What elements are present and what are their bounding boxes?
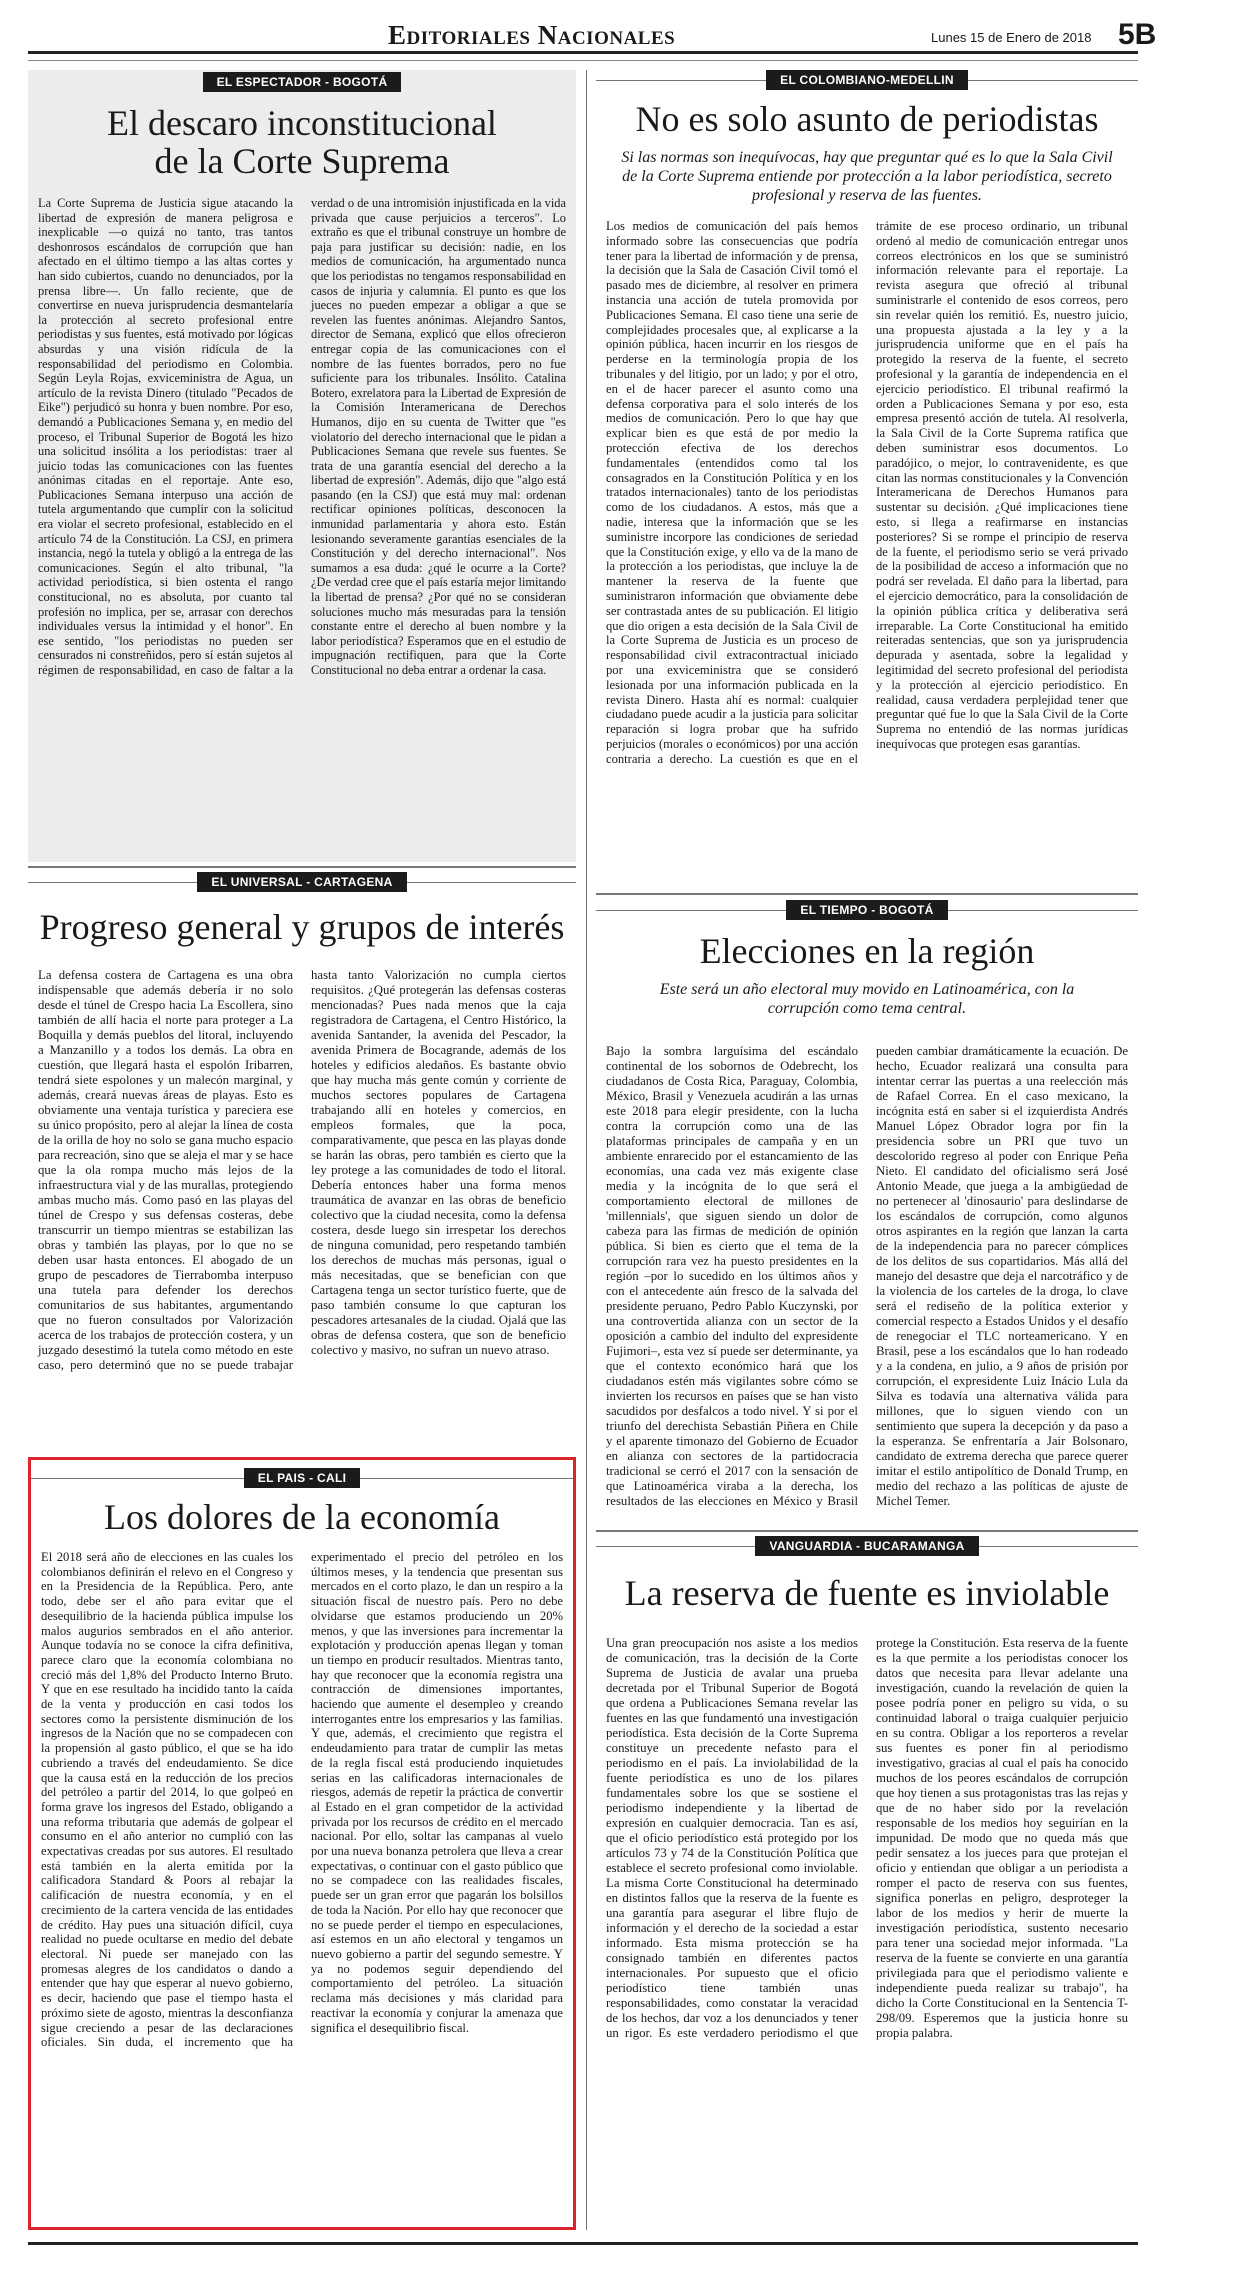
article-tag: EL UNIVERSAL - CARTAGENA <box>197 872 406 892</box>
article-tag: EL COLOMBIANO-MEDELLIN <box>766 70 968 90</box>
article-headline: La reserva de fuente es inviolable <box>624 1573 1110 1613</box>
article-tag-wrap <box>28 872 576 894</box>
article-el-colombiano <box>596 70 1138 892</box>
article-headline: No es solo asunto de periodistas <box>635 99 1099 139</box>
article-subhead: Si las normas son inequívocas, hay que preguntar qué es lo que la Sala Civil de la Corte Suprema entiende por protección a la labor periodística, secreto profesional y reserva de las fuentes. <box>621 149 1113 204</box>
article-el-pais <box>28 1457 576 2230</box>
section-title: Editoriales Nacionales <box>388 20 676 50</box>
article-tag-wrap <box>596 1536 1138 1558</box>
page-number: 5B <box>1118 18 1157 51</box>
masthead <box>28 18 1157 54</box>
article-tag: EL ESPECTADOR - BOGOTÁ <box>203 72 402 92</box>
article-el-universal <box>28 872 576 1450</box>
article-subhead: Este será un año electoral muy movido en Latinoamérica, con la corrupción como tema central. <box>659 981 1075 1017</box>
article-body: El 2018 será año de elecciones en las cuales los colombianos definirán el relevo en el Congreso y en la Presidencia de la República. Pero, ante todo, debe ser el año para evitar que el desequilibrio de la hacienda pública impulse los malos augurios sembrados en el año anterior. Aunque todavía no se conoce la cifra definitiva, parece claro que la economía colombiana no creció más del 1,8% del Producto Interno Bruto. Y que en ese resultado ha incidido tanto la caída de la venta y producción en casi todos los sectores como la persistente disminución de los ingresos de la Nación que no se compadecen con la propensión al gasto público, el que se ha ido cubriendo a través del endeudamiento. Se dice que la causa está en la reducción de los precios del petróleo a partir del 2014, lo que golpeó en forma grave los ingresos del Estado, obligando a una reforma tributaria que además de golpear el consumo en el año anterior no cumplió con las expectativas creadas por sus autores. El resultado está también en la alerta emitida por la calificadora Standard & Poors al rebajar la calificación de nuestra economía, y en el crecimiento de la cartera vencida de las entidades de crédito. Hay pues una situación difícil, cuya realidad no puede ocultarse en medio del debate electoral. Ni puede ser manejado con las promesas alegres de los candidatos o dando a entender que hay que esperar al nuevo gobierno, es decir, haciendo que pase el tiempo hasta el próximo siete de agosto, mientras la desconfianza sigue creciendo a pesar de las declaraciones oficiales. Sin duda, el incremento que ha experimentado el precio del petróleo en los últimos meses, y la tendencia que presentan sus mercados en el corto plazo, le dan un respiro a la situación fiscal de nuestro país. Pero no debe olvidarse que estamos produciendo un 20% menos, y que las inversiones para incrementar la explotación y producción apenas llegan y toman un tiempo en producir resultados. Mientras tanto, hay que reconocer que la economía registra una contracción de dimensiones importantes, haciendo que aumente el desempleo y creando interrogantes entre los empresarios y las familias. Y que, además, el crecimiento que registra el endeudamiento para tratar de cumplir las metas de la regla fiscal está produciendo inquietudes serias en las calificadoras internacionales de riesgos, además de repetir la práctica de convertir al Estado en el gran competidor de la actividad privada por los recursos de crédito en el mercado nacional. Por ello, soltar las campanas al vuelo por una nueva bonanza petrolera que lleva a crear expectativas, o continuar con el gasto público que no se compadece con las realidades fiscales, puede ser un gran error que pagarán los bolsillos de toda la Nación. Por ello hay que reconocer que no se puede perder el tiempo en especulaciones, así estemos en un año electoral y tengamos un nuevo gobierno a partir del segundo semestre. Y ya no podemos seguir dependiendo del comportamiento del petróleo. La situación reclama más decisiones y más claridad para reactivar la economía y conjurar la amenaza que significa el desequilibrio fiscal. <box>41 1550 563 2050</box>
article-body: La Corte Suprema de Justicia sigue atacando la libertad de expresión de manera peligrosa e inexplicable —o quizá no tanto, tras tantos deshonrosos escándalos de corrupción que han afectado en el último tiempo a las altas cortes y han sido cubiertos, cuando no denunciados, por la prensa libre—. Un fallo reciente, que de convertirse en nueva jurisprudencia desmantelaría la protección al secreto profesional entre periodistas y sus fuentes, está motivado por lógicas absurdas y una visión ridícula de la responsabilidad del periodismo en Colombia. Según Leyla Rojas, exviceministra de Agua, un artículo de la revista Dinero (titulado "Pecados de Eike") perjudicó su honra y buen nombre. Por eso, demandó a Publicaciones Semana y, en medio del proceso, el Tribunal Superior de Bogotá les hizo una solicitud insólita a los periodistas: traer al juicio todas las comunicaciones con las fuentes anónimas citadas en el reportaje. Ante eso, Publicaciones Semana interpuso una acción de tutela argumentando que cumplir con la solicitud era violar el secreto profesional, establecido en el artículo 74 de la Constitución. La CSJ, en primera instancia, negó la tutela y obligó a la entrega de las comunicaciones. Según el alto tribunal, "la actividad periodística, si bien ostenta el rango constitucional, no es absoluta, por cuanto tal profesión no implica, per se, arrasar con derechos individuales versus la intimidad y el honor". En ese sentido, "los periodistas no pueden ser censurados ni constreñidos, pero sí están sujetos al régimen de responsabilidad, en caso de faltar a la verdad o de una intromisión injustificada en la vida privada que cause perjuicios a terceros". Lo extraño es que el tribunal construye un hombre de paja para justificar su decisión: nadie, en los medios de comunicación, ha argumentado nunca que los periodistas no tengamos responsabilidad en casos de injuria y calumnia. El punto es que los jueces no pueden empezar a obligar a que se revelen las fuentes anónimas. Alejandro Santos, director de Semana, explicó que ellos ofrecieron entregar copia de las comunicaciones con el nombre de las fuentes borrados, pero no fue suficiente para los tribunales. Insólito. Catalina Botero, exrelatora para la Libertad de Expresión de la Comisión Interamericana de Derechos Humanos, dijo en su cuenta de Twitter que "es violatorio del derecho internacional que le pidan a Publicaciones Semana que revele sus fuentes. Se trata de una garantía esencial del derecho a la libertad de expresión". Además, dijo que "algo está pasando (en la CSJ) que está muy mal: ordenan rectificar opiniones políticas, desconocen la inmunidad parlamentaria y ahora esto. Están lesionando severamente garantías esenciales de la Constitución y del derecho internacional". Nos sumamos a esa duda: ¿qué le ocurre a la Corte? ¿De verdad cree que el país estaría mejor limitando la libertad de prensa? ¿Por qué no se consideran soluciones mucho más mesuradas para la tensión constante entre el derecho al buen nombre y la labor periodística? Esperamos que en el estudio de impugnación rectifiquen, para que la Corte Constitucional no deba entrar a ordenar la casa. <box>38 196 566 677</box>
masthead-rule <box>28 60 1138 61</box>
column-divider <box>586 70 587 2230</box>
article-tag-wrap <box>31 1468 573 1490</box>
article-body: La defensa costera de Cartagena es una obra indispensable que además debería ir no solo desde el túnel de Crespo hacia La Escollera, sino también de allí hacia el norte para proteger a La Boquilla y demás pueblos del litoral, incluyendo a Manzanillo y a todos los demás. La obra en cuestión, que llegará hasta el espolón Iribarren, tendrá siete espolones y un malecón marginal, y además, creará nuevas áreas de playas. Esto es obviamente una ventaja turística y pareciera ese su único propósito, pero al alejar la línea de costa de la orilla de hoy no solo se gana mucho espacio para recreación, sino que se aleja el mar y se hace que la ola rompa mucho más lejos de la infraestructura vial y de las murallas, protegiendo ambas mucho más. Como pasó en las playas del túnel de Crespo y sus defensas costeras, debe transcurrir un tiempo mientras se estabilizan las obras y también las playas, por lo que no se deben usar hasta entonces. El abogado de un grupo de pescadores de Tierrabomba interpuso una tutela para defender los derechos comunitarios de sus habitantes, argumentando que no fueron consultados por Valorización acerca de los trabajos de protección costera, y un juzgado desestimó la tutela como método en este caso, pero determinó que no se puede trabajar hasta tanto Valorización no cumpla ciertos requisitos. ¿Qué protegerán las defensas costeras mencionadas? Pues nada menos que la caja registradora de Cartagena, el Centro Histórico, la avenida Santander, la avenida del Pescador, la avenida Primera de Bocagrande, además de los hoteles y edificios aledaños. Es bastante obvio que hay mucha más gente común y corriente de muchos sectores populares de Cartagena trabajando allí en hoteles y comercios, en empleos formales, que la poca, comparativamente, que pesca en las playas donde se harán las obras, pero también es cierto que la ley protege a las comunidades de todo el litoral. Debería entonces haber una forma menos traumática de avanzar en las obras de beneficio colectivo que la ciudad necesita, como la defensa costera, desde luego sin irrespetar los derechos de ninguna comunidad, pero respetando también los derechos de muchas más personas, igual o más necesitadas, que se benefician con que Cartagena tenga un sector turístico fuerte, que de paso también consume lo que capturan los pescadores artesanales de la ciudad. Ojalá que las obras de defensa costera, que son de beneficio colectivo y masivo, no sufran un nuevo atraso. <box>38 968 566 1372</box>
article-tag: EL TIEMPO - BOGOTÁ <box>786 900 947 920</box>
article-el-tiempo <box>596 900 1138 1525</box>
section-rule <box>28 866 576 868</box>
article-vanguardia <box>596 1536 1138 2230</box>
section-rule <box>596 1530 1138 1532</box>
article-body: Una gran preocupación nos asiste a los medios de comunicación, tras la decisión de la Corte Suprema de Justicia de avalar una prueba decretada por el Tribunal Superior de Bogotá que ordena a Publicaciones Semana revelar las fuentes en las que fundamentó una investigación periodística. Esta decisión de la Corte Suprema constituye un precedente nefasto para el periodismo en el país. La inviolabilidad de la fuente periodística es uno de los pilares fundamentales sobre los que se sostiene el periodismo independiente y la libertad de expresión en cualquier democracia. Tan es así, que el oficio periodístico está protegido por los artículos 73 y 74 de la Constitución Política que establece el secreto profesional como inviolable. La misma Corte Constitucional ha determinado en distintos fallos que la reserva de la fuente es una garantía para asegurar el libre flujo de información y el derecho de la sociedad a estar informado. Esta misma protección se ha consignado también en diferentes pactos internacionales. Por supuesto que el oficio periodístico tiene también unas responsabilidades, como constatar la veracidad de los hechos, dar voz a los denunciados y tener un rigor. Es este verdadero periodismo el que protege la Constitución. Esta reserva de la fuente es la que permite a los periodistas conocer los datos que necesita para llevar adelante una investigación, cuando la revelación de quien la posee podría poner en peligro su vida, o su continuidad laboral o traiga cualquier perjuicio en su contra. Obligar a los reporteros a revelar sus fuentes es poner fin al periodismo investigativo, gracias al cual el país ha conocido muchos de los peores escándalos de corrupción que hoy tienen a sus protagonistas tras las rejas y que de no haber sido por la revelación responsable de los medios hoy seguirían en la impunidad. De modo que no queda más que pedir sensatez a los jueces para que protejan el oficio y entiendan que obligar a un periodista a romper el pacto de reserva con sus fuentes, significa ponerlas en peligro, desproteger la labor de los medios y herir de muerte la investigación periodística, sustento necesario para tener una sociedad mejor informada. "La reserva de la fuente se convierte en una garantía privilegiada para que el periodismo valiente e independiente pueda realizar su trabajo", ha dicho la Corte Constitucional en la Sentencia T-298/09. Esperemos que la justicia honre su propia palabra. <box>606 1636 1128 2040</box>
page-bottom-rule <box>28 2242 1138 2245</box>
article-headline: Los dolores de la economía <box>104 1497 500 1537</box>
article-body: Los medios de comunicación del país hemos informado sobre las consecuencias que podría tener para la libertad de información y de prensa, la decisión que la Sala de Casación Civil tomó el pasado mes de diciembre, al resolver en primera instancia una acción de tutela promovida por Publicaciones Semana. El caso tiene una serie de complejidades procesales que, al explicarse a la opinión pública, hacen incurrir en los riesgos de perderse en la terminología propia de los tribunales y del litigio, por un lado; y por el otro, en el de hacer parecer el asunto como una defensa corporativa para el solo interés de los medios de comunicación. Pero lo que hay que explicar bien es que está de por medio la protección efectiva de los derechos fundamentales (entendidos como tal los consagrados en la Constitución Política y en los tratados internacionales) tanto de los periodistas como de los ciudadanos. A estos, más que a nadie, interesa que la información que se les suministre incorpore las condiciones de seriedad que la Constitución exige, y ello va de la mano de la protección a los periodistas, que incluye la de mantener la reserva de la fuente que suministraron información que obviamente debe ser contrastada antes de su publicación. El litigio que dio origen a esta decisión de la Sala Civil de la Corte Suprema de Justicia es un proceso de responsabilidad civil extracontractual iniciado por una exviceministra que se consideró lesionada por una información publicada en la revista Dinero. Hasta ahí es normal: cualquier ciudadano puede acudir a la justicia para solicitar reparación si logra probar que ha sufrido perjuicios (morales o económicos) por una acción contraria a derecho. La cuestión es que en el trámite de ese proceso ordinario, un tribunal ordenó al medio de comunicación entregar unos correos electrónicos en los que se suministró información relevante para el reportaje. La revista asegura que ofreció al tribunal suministrarle el contenido de esos correos, pero sin revelar quién los remitió. Es, nuestro juicio, una propuesta ajustada a la ley y a la jurisprudencia uniforme que en el país ha protegido la reserva de la fuente, el secreto profesional y la garantía de independencia en el ejercicio periodístico. El tribunal reafirmó la orden a Publicaciones Semana y por eso, esta empresa presentó acción de tutela. Al resolverla, la Sala Civil de la Corte Suprema ratifica que deben suministrar esos documentos. Lo paradójico, o mejor, lo contravenidente, es que citan las normas constitucionales y la Convención Interamericana de Derechos Humanos para sustentar su decisión. ¿Qué implicaciones tiene esto, si llega a reafirmarse en instancias posteriores? Si se rompe el principio de reserva de la fuente, el periodismo serio se verá privado de la posibilidad de acceso a información que no podrá ser revelada. El daño para la libertad, para el ejercicio democrático, para la consolidación de la opinión pública crítica y deliberativa será irreparable. La Corte Constitucional ha emitido reiteradas sentencias, que son ya jurisprudencia depurada y asentada, sobre la legalidad y legitimidad del secreto profesional del periodista y la protección al ejercicio periodístico. En realidad, causa verdadera perplejidad tener que preguntar qué fue lo que la Sala Civil de la Corte Suprema no entendió de las normas jurídicas inequívocas que protegen esas garantías. <box>606 219 1128 766</box>
article-headline: Elecciones en la región <box>699 931 1035 971</box>
article-headline: El descaro inconstitucional de la Corte Suprema <box>107 103 497 181</box>
issue-date: Lunes 15 de Enero de 2018 <box>931 30 1092 45</box>
article-tag: VANGUARDIA - BUCARAMANGA <box>755 1536 978 1556</box>
article-headline: Progreso general y grupos de interés <box>39 907 565 947</box>
article-tag: EL PAIS - CALI <box>244 1468 360 1488</box>
article-tag-wrap <box>596 900 1138 922</box>
article-el-espectador <box>28 70 576 862</box>
article-body: Bajo la sombra larguísima del escándalo continental de los sobornos de Odebrecht, los ciudadanos de Costa Rica, Paraguay, Colombia, México, Brasil y Venezuela acudirán a las urnas este 2018 para elegir presidente, con la lucha contra la corrupción como una de las plataformas principales de campaña y en un ambiente enrarecido por el estancamiento de las economías, una cada vez más exigente clase media y la incógnita de lo que será el comportamiento electoral de millones de 'millennials', que siguen siendo un dolor de cabeza para las firmas de medición de opinión pública. Si bien es cierto que el tema de la corrupción rara vez ha puesto presidentes en la región –por lo sucedido en los últimos años y con el antecedente aún fresco de la salvada del presidente peruano, Pedro Pablo Kuczynski, por una controvertida alianza con un sector de la oposición a cambio del indulto del expresidente Fujimori–, esta vez sí puede ser determinante, ya que el contexto económico hará que los ciudadanos estén más vigilantes sobre cómo se invierten los recursos en países que se han visto sacudidos por desfalcos a todo nivel. Y si por el triunfo del derechista Sebastián Piñera en Chile y el aparente timonazo del Gobierno de Ecuador en alianza con sectores de la partidocracia tradicional se cerró el 2017 con la sensación de que Latinoamérica viraba a la derecha, los resultados de las elecciones en México y Brasil pueden cambiar dramáticamente la ecuación. De hecho, Ecuador realizará una consulta para intentar cerrar las puertas a una reelección más de Rafael Correa. En el caso mexicano, la incógnita está en saber si el izquierdista Andrés Manuel López Obrador logra por fin la presidencia sobre un PRI que tuvo un descolorido regreso al poder con Enrique Peña Nieto. El candidato del oficialismo será José Antonio Meade, que juega a la ambigüedad de no pertenecer al 'dinosaurio' para deslindarse de los escándalos de corrupción, como algunos otros aspirantes en la región que lanzan la carta de la independencia para no parecer cómplices de los delitos de sus copartidarios. Más allá del manejo del desastre que deja el narcotráfico y de la violencia de los carteles de la droga, lo clave será el rediseño de la política exterior y comercial respecto a Estados Unidos y el desafío de renegociar el TLC norteamericano. Y en Brasil, pese a los escándalos que lo han rodeado y a la condena, en julio, a 9 años de prisión por corrupción, el expresidente Luiz Inácio Lula da Silva es todavía una alternativa válida para millones, que lo siguen viendo con un sentimiento que supera la decepción y da paso a la esperanza. Se enfrentaría a Jair Bolsonaro, candidato de extrema derecha que parece querer imitar el estilo antipolítico de Donald Trump, en medio del rechazo a las políticas de ajuste de Michel Temer. <box>606 1044 1128 1508</box>
article-tag-wrap <box>596 70 1138 92</box>
section-rule <box>596 893 1138 895</box>
article-tag-wrap <box>28 72 576 94</box>
